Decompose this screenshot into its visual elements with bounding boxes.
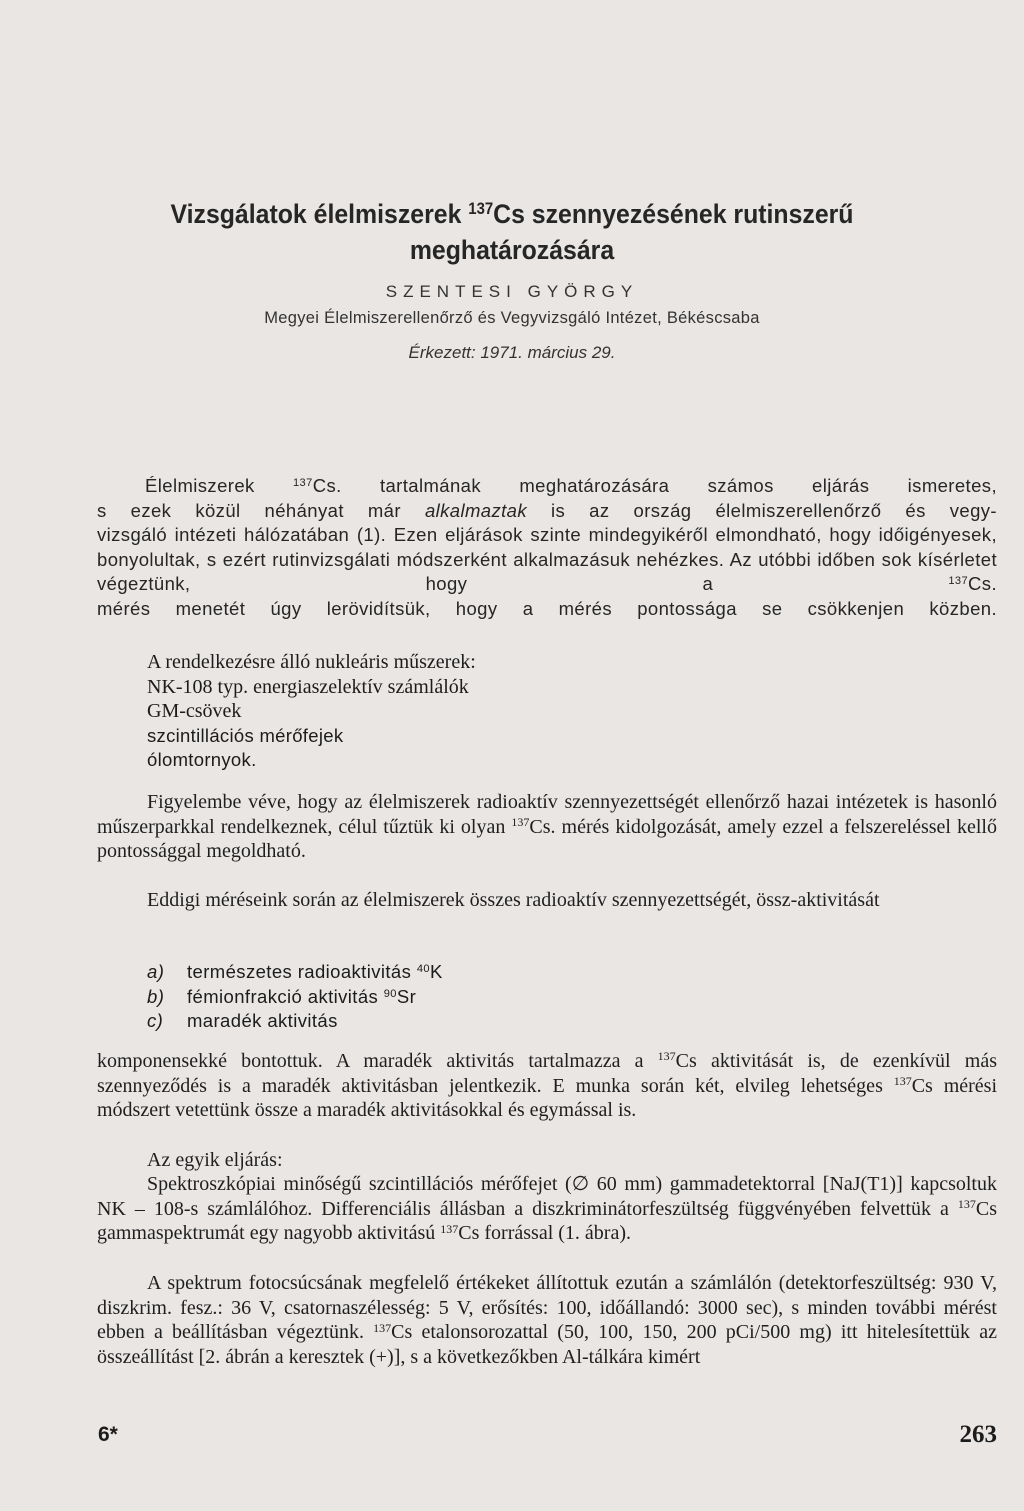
list-item: NK-108 typ. energiaszelektív számlálók — [147, 675, 469, 698]
paragraph-measurements: Eddigi méréseink során az élelmiszerek összes radioaktív szennyezettségét, össz-aktivitását — [147, 889, 880, 911]
emphasis-text: alkalmaztak — [424, 499, 528, 521]
paragraph-calibration: A spektrum fotocsúcsának megfelelő értékeket állítottuk ezután a számlálón (detektorfeszültség: 930 V, diszkrim. fesz.: 36 V, csatornaszélesség: 5 V, erősítés: 100, időállandó: 3000 sec), s minden további mérést ebben a beállításban végeztünk. $^{137}$Cs etalonsorozattal (50, 100, 150, 200 pCi/500 mg) itt hitelesítettük az összeállítást [2. ábrán a keresztek (+)], s a következőkben Al-tálkára kimért — [97, 1272, 997, 1368]
list-item: GM-csövek — [147, 700, 242, 723]
component-list — [147, 961, 747, 1035]
paragraph-components: komponensekké bontottuk. A maradék aktivitás tartalmazza a $^{137}$Cs aktivitását is, de ezenkívül más szennyeződés is a maradék aktivitásban jelentkezik. E munka során két, elvileg lehetséges $^{137}$Cs mérési módszert vetettünk össze a maradék aktivitásokkal és egymással is. — [97, 1049, 998, 1122]
list-item: ólomtornyok. — [147, 749, 257, 771]
instrument-list-heading: A rendelkezésre álló nukleáris műszerek: — [147, 651, 476, 673]
paragraph-aim: Figyelembe véve, hogy az élelmiszerek radioaktív szennyezettségét ellenőrző hazai intézetek is hasonló műszerparkkal rendelkeznek, célul tűztük ki olyan $^{137}$Cs. mérés kidolgozását, amely ezzel a felszereléssel kellő pontossággal megoldható. — [97, 791, 997, 863]
received-date: Érkezett: 1971. március 29. — [408, 343, 616, 362]
instrument-list — [147, 651, 847, 774]
article-title — [133, 196, 891, 268]
title-text: Vizsgálatok élelmiszerek — [170, 199, 469, 229]
paragraph-method-heading: Az egyik eljárás: — [147, 1149, 283, 1171]
isotope-mass-number: 137 — [468, 200, 494, 219]
intro-paragraph: Élelmiszerek $^{137}$Cs. tartalmának meghatározására számos eljárás ismeretes, s ezek közül néhányat már alkalmaztak is az ország élelmiszerellenőrző és vegy- vizsgáló intézeti hálózatában (1). Ezen eljárások szinte mindegyikéről elmondható, hogy időigényesek, bonyolultak, s ezért rutinvizsgálati módszerként alkalmazásuk nehézkes. Az utóbbi időben sok kísérletet végeztünk, hogy a $^{137}$Cs. mérés menetét úgy lerövidítsük, hogy a mérés pontossága se csökkenjen közben. — [97, 475, 997, 619]
list-item: a) természetes radioaktivitás $^{40}$K — [147, 961, 443, 982]
title-text: Cs szennyezésének rutinszerű — [493, 199, 854, 229]
paragraph-spectroscopy: Spektroszkópiai minőségű szcintillációs mérőfejet (∅ 60 mm) gammadetektorral [NaJ(T1)] kapcsoltuk NK – 108-s számlálóhoz. Differenciális állásban a diszkriminátorfeszültség függvényében felvettük a $^{137}$Cs gammaspektrumát egy nagyobb aktivitású $^{137}$Cs forrással (1. ábra). — [97, 1173, 997, 1245]
author-name: SZENTESI GYÖRGY — [385, 282, 639, 301]
list-item: c) maradék aktivitás — [147, 1010, 338, 1032]
signature-mark: 6* — [98, 1423, 118, 1446]
title-line-2: meghatározására — [409, 235, 615, 265]
author-affiliation: Megyei Élelmiszerellenőrző és Vegyvizsgáló Intézet, Békéscsaba — [264, 309, 760, 327]
list-item: szcintillációs mérőfejek — [147, 724, 344, 746]
list-item: b) fémionfrakció aktivitás $^{90}$Sr — [147, 985, 417, 1007]
page-number: 263 — [959, 1421, 997, 1448]
